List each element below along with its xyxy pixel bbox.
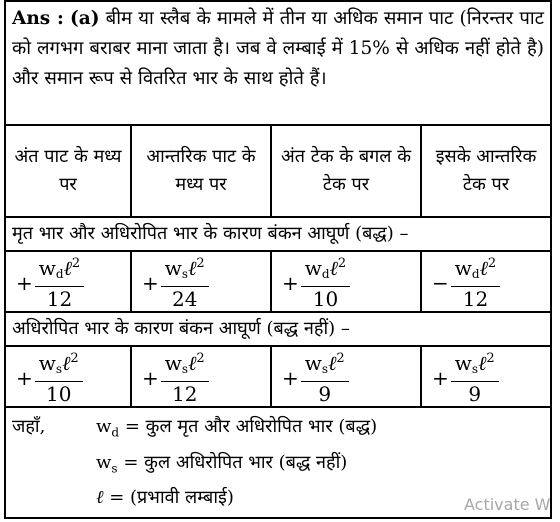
formula-cell (131, 346, 271, 407)
header-cell: अंत पाट के मध्य पर (5, 125, 131, 217)
formula-cell (421, 251, 551, 312)
intro-text: बीम या स्लैब के मामले में तीन या अधिक समान पाट (निरन्तर पाट को लगभग बराबर माना जाता है। जब वे लम्बाई में 15% से अधिक नहीं होते है) और समान रूप से वितरित भार के साथ होते हैं। (12, 8, 544, 89)
formula-cell (421, 346, 551, 407)
answer-label: Ans : (12, 8, 64, 29)
fraction-expression (282, 347, 420, 406)
definition-line: $w_d$ = कुल मृत और अधिरोपित भार (बद्ध) (96, 416, 378, 440)
where-label: जहाँ, (12, 416, 46, 437)
definition-line: ℓ = (प्रभावी लम्बाई) (96, 487, 234, 509)
sign: − (432, 270, 449, 295)
fraction-expression (282, 252, 420, 311)
formula-cell (131, 251, 271, 312)
definition-line: $w_s$ = कुल अधिरोपित भार (बद्ध नहीं) (96, 451, 348, 476)
sign: + (432, 365, 449, 390)
fraction-expression (142, 252, 270, 311)
formula-row (5, 346, 551, 407)
denominator: 12 (462, 287, 489, 311)
header-cell: इसके आन्तरिक टेक पर (421, 125, 551, 217)
activation-watermark: Activate W (464, 495, 551, 514)
numerator: $w_d\ell^2$ (454, 256, 497, 281)
formula-row (5, 251, 551, 312)
numerator: $w_s\ell^2$ (164, 256, 205, 281)
fraction-expression (16, 252, 130, 311)
fraction-expression (142, 347, 270, 406)
part-label: (a) (69, 8, 100, 29)
sign: + (142, 365, 159, 390)
sign: + (282, 365, 299, 390)
section-title: मृत भार और अधिरोपित भार के कारण बंकन आघूर्ण (बद्ध) – (5, 217, 551, 251)
moment-table (4, 0, 552, 519)
numerator: $w_s\ell^2$ (454, 351, 495, 376)
fraction-expression (432, 252, 550, 311)
sign: + (16, 270, 33, 295)
intro-paragraph (5, 1, 551, 125)
fraction-expression (432, 347, 550, 406)
fraction-expression (16, 347, 130, 406)
formula-cell (5, 346, 131, 407)
document-page (4, 0, 557, 522)
sign: + (16, 365, 33, 390)
formula-cell (271, 251, 421, 312)
numerator: $w_s\ell^2$ (38, 351, 79, 376)
sign: + (282, 270, 299, 295)
denominator: 9 (318, 382, 332, 406)
denominator: 12 (172, 382, 198, 406)
section-title: अधिरोपित भार के कारण बंकन आघूर्ण (बद्ध नहीं) – (5, 312, 551, 346)
formula-cell (271, 346, 421, 407)
sign: + (142, 270, 159, 295)
numerator: $w_s\ell^2$ (304, 351, 345, 376)
header-cell: आन्तरिक पाट के मध्य पर (131, 125, 271, 217)
header-cell: अंत टेक के बगल के टेक पर (271, 125, 421, 217)
denominator: 24 (172, 287, 198, 311)
numerator: $w_s\ell^2$ (164, 351, 205, 376)
denominator: 12 (46, 287, 73, 311)
denominator: 9 (468, 382, 482, 406)
denominator: 10 (46, 382, 72, 406)
numerator: $w_d\ell^2$ (304, 256, 347, 281)
denominator: 10 (312, 287, 339, 311)
formula-cell (5, 251, 131, 312)
numerator: $w_d\ell^2$ (38, 256, 81, 281)
